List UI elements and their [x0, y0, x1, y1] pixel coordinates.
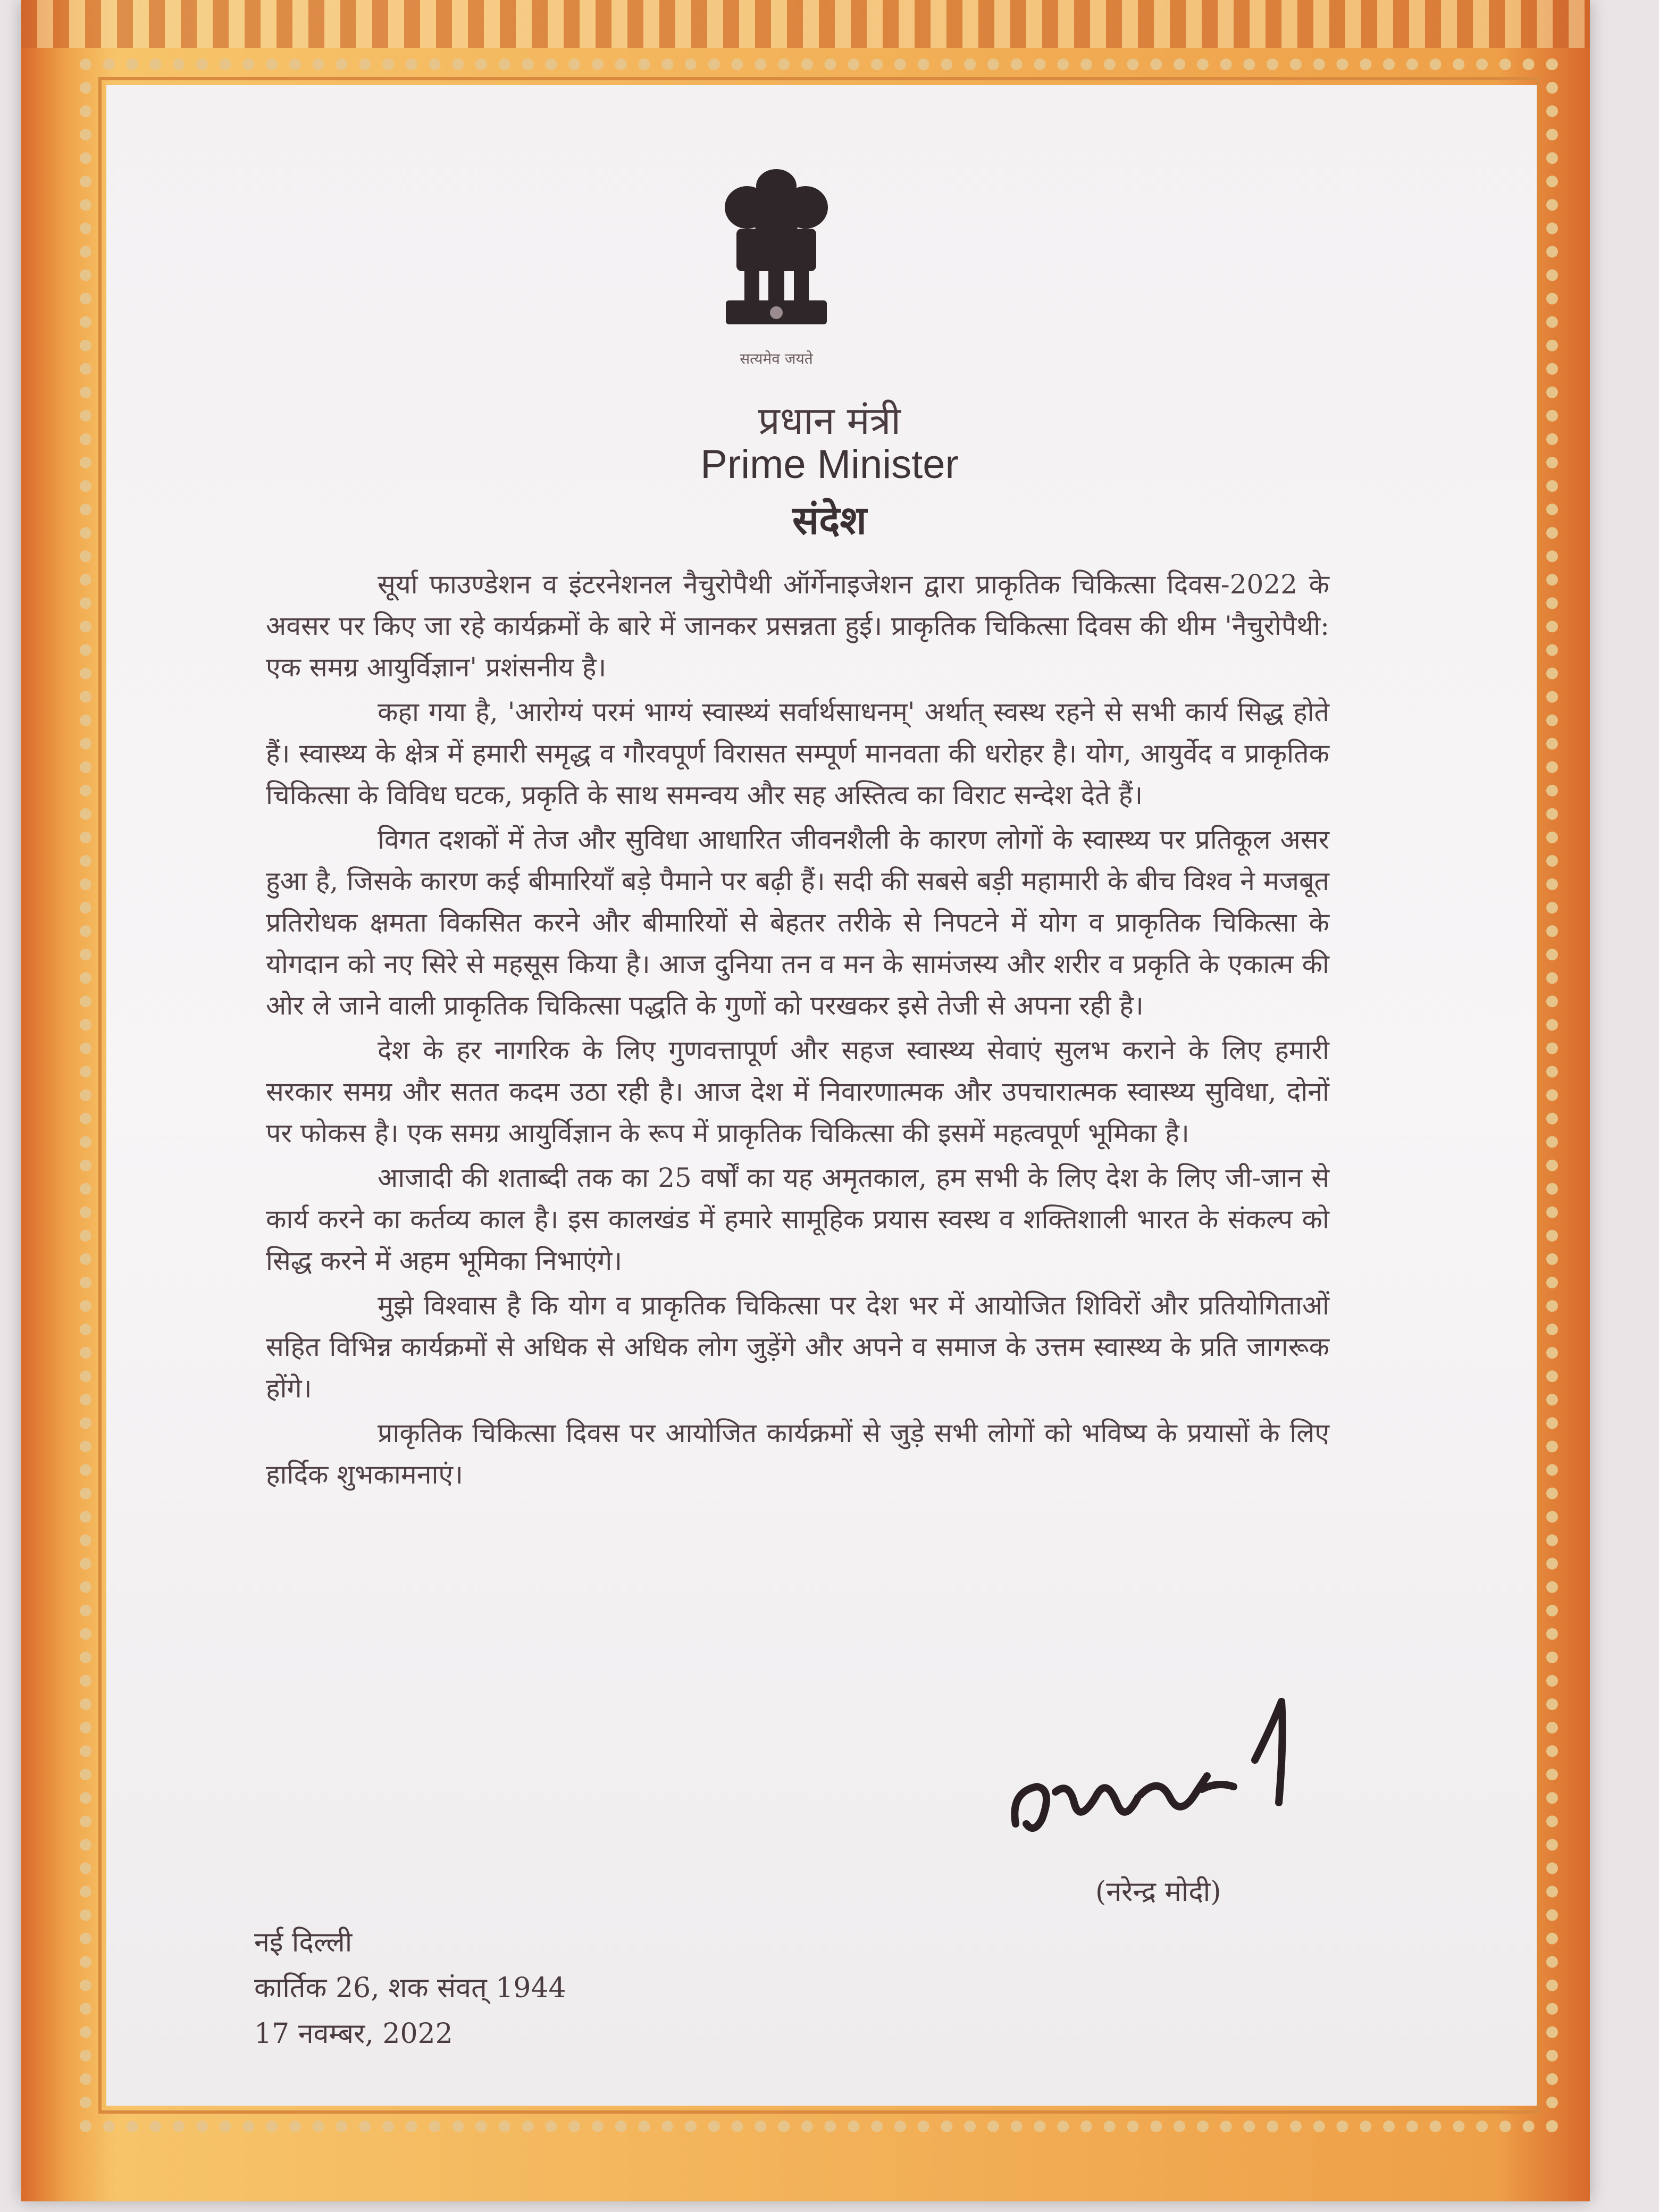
national-emblem-icon	[715, 165, 837, 335]
paragraph: मुझे विश्वास है कि योग व प्राकृतिक चिकित्सा पर देश भर में आयोजित शिविरों और प्रतियोगिताओं सहित विभिन्न कार्यक्रमों से अधिक से अधिक लोग जुड़ेंगे और अपने व समाज के उत्तम स्वास्थ्य के प्रति जागरूक होंगे।	[266, 1290, 1329, 1404]
frame-top-pattern	[21, 0, 1590, 48]
paragraph: सूर्या फाउण्डेशन व इंटरनेशनल नैचुरोपैथी ऑर्गेनाइजेशन द्वारा प्राकृतिक चिकित्सा दिवस-2022 के अवसर पर किए जा रहे कार्यक्रमों के बारे में जानकर प्रसन्नता हुई। प्राकृतिक चिकित्सा दिवस की थीम 'नैचुरोपैथी: एक समग्र आयुर्विज्ञान' प्रशंसनीय है।	[266, 569, 1329, 683]
place: नई दिल्ली	[254, 1926, 353, 1958]
paragraph: आजादी की शताब्दी तक का 25 वर्षों का यह अमृतकाल, हम सभी के लिए देश के लिए जी-जान से कार्य करने का कर्तव्य काल है। इस कालखंड में हमारे सामूहिक प्रयास स्वस्थ व शक्तिशाली भारत के संकल्प को सिद्ध करने में अहम भूमिका निभाएंगे।	[266, 1162, 1330, 1276]
paragraph: देश के हर नागरिक के लिए गुणवत्तापूर्ण और सहज स्वास्थ्य सेवाएं सुलभ कराने के लिए हमारी सरकार समग्र और सतत कदम उठा रही है। आज देश में निवारणात्मक और उपचारात्मक स्वास्थ्य सुविधा, दोनों पर फोकस है। एक समग्र आयुर्विज्ञान के रूप में प्राकृतिक चिकित्सा की इसमें महत्वपूर्ण भूमिका है।	[266, 1035, 1329, 1149]
paragraph: प्राकृतिक चिकित्सा दिवस पर आयोजित कार्यक्रमों से जुड़े सभी लोगों को भविष्य के प्रयासों के लिए हार्दिक शुभकामनाएं।	[266, 1418, 1329, 1490]
signatory-name: (नरेन्द्र मोदी)	[1095, 1876, 1221, 1908]
saka-date: कार्तिक 26, शक संवत् 1944	[254, 1972, 566, 2004]
title-english: Prime Minister	[700, 442, 959, 487]
handwritten-signature	[1005, 1696, 1292, 1850]
letter-body	[266, 564, 1329, 1498]
paragraph: विगत दशकों में तेज और सुविधा आधारित जीवनशैली के कारण लोगों के स्वास्थ्य पर प्रतिकूल असर हुआ है, जिसके कारण कई बीमारियाँ बड़े पैमाने पर बढ़ी हैं। सदी की सबसे बड़ी महामारी के बीच विश्व ने मजबूत प्रतिरोधक क्षमता विकसित करने और बीमारियों से बेहतर तरीके से निपटने में योग व प्राकृतिक चिकित्सा के योगदान को नए सिरे से महसूस किया है। आज दुनिया तन व मन के सामंजस्य और शरीर व प्रकृति के एकात्म की ओर ले जाने वाली प्राकृतिक चिकित्सा पद्धति के गुणों को परखकर इसे तेजी से अपना रही है।	[266, 824, 1329, 1021]
subject-heading: संदेश	[792, 498, 867, 543]
letter-footer	[254, 1920, 566, 2057]
emblem-motto: सत्यमेव जयते	[740, 350, 813, 367]
title-hindi: प्रधान मंत्री	[758, 398, 901, 443]
date: 17 नवम्बर, 2022	[254, 2018, 453, 2050]
paragraph: कहा गया है, 'आरोग्यं परमं भाग्यं स्वास्थ्यं सर्वार्थसाधनम्' अर्थात् स्वस्थ रहने से सभी कार्य सिद्ध होते हैं। स्वास्थ्य के क्षेत्र में हमारी समृद्ध व गौरवपूर्ण विरासत सम्पूर्ण मानवता की धरोहर है। योग, आयुर्वेद व प्राकृतिक चिकित्सा के विविध घटक, प्रकृति के साथ समन्वय और सह अस्तित्व का विराट सन्देश देते हैं।	[266, 697, 1329, 810]
